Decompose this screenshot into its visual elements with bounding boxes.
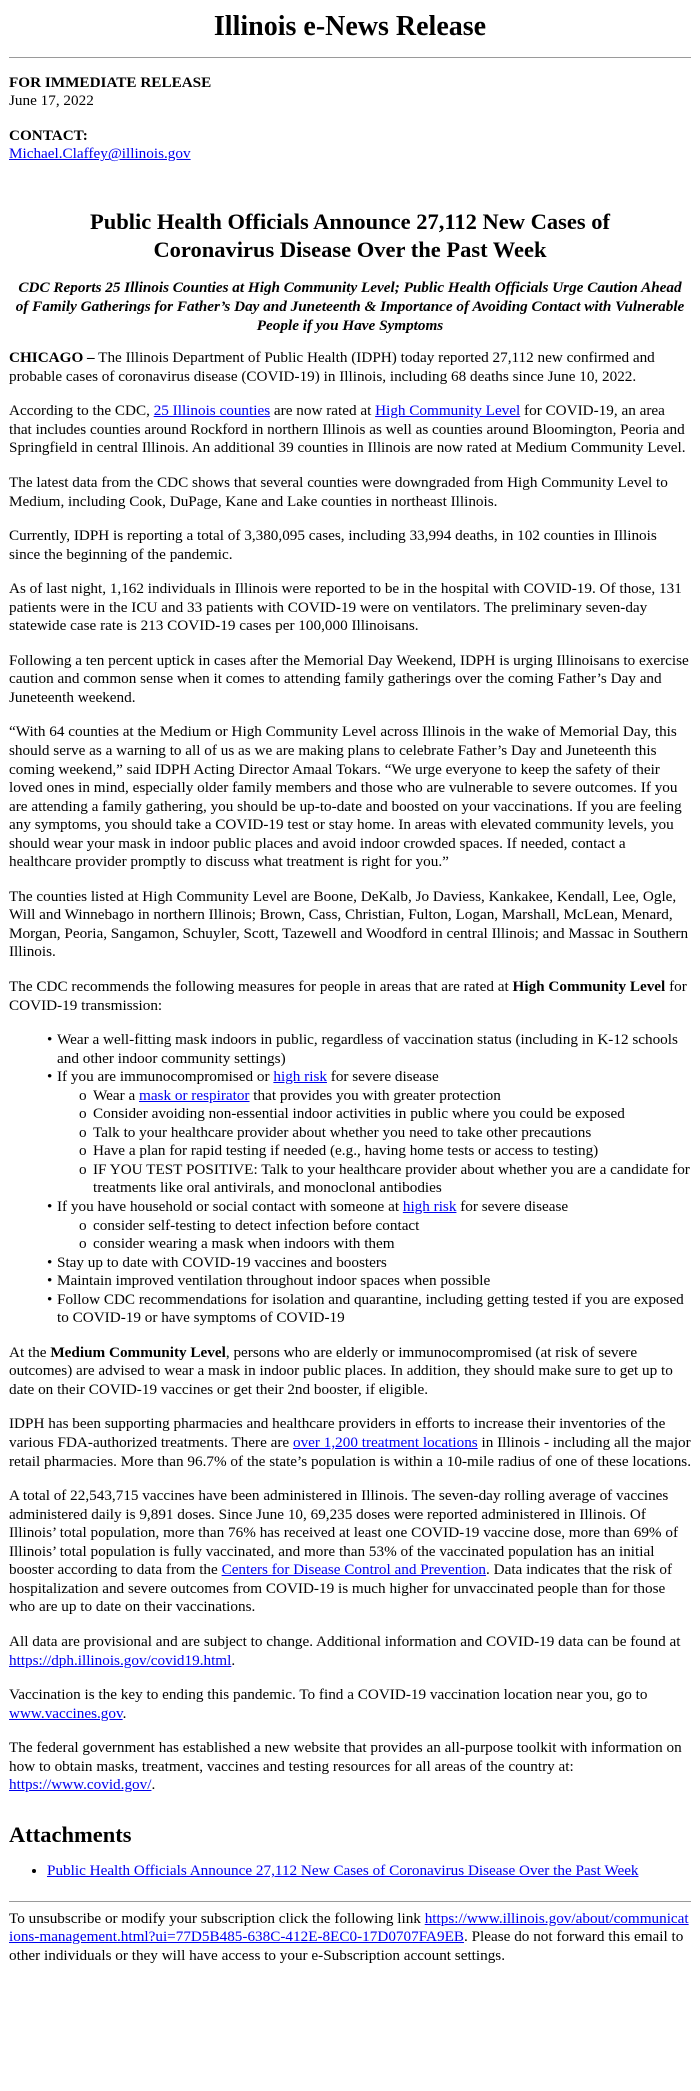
attachments-heading: Attachments	[9, 1821, 132, 1847]
paragraph-provisional: All data are provisional and are subject to change. Additional information and COVID-19 data can be found at https://dph.illinois.gov/covid19.html.	[9, 1632, 681, 1669]
link-high-community-level[interactable]: High Community Level	[375, 402, 521, 420]
link-25-illinois-counties[interactable]: 25 Illinois counties	[153, 402, 271, 420]
sub-list	[57, 1217, 691, 1254]
contact-label: CONTACT:	[9, 126, 88, 144]
sub-list	[57, 1087, 691, 1198]
list-item: • If you have household or social contact with someone at high risk for severe disease o consider self-testing to detect infection before contact o consider wearing a mask when indoors with them	[47, 1198, 691, 1254]
sub-list-item: o IF YOU TEST POSITIVE: Talk to your healthcare provider about whether you are a candidate for treatments like oral antivirals, and monoclonal antibodies	[79, 1161, 691, 1198]
link-high-risk-contact[interactable]: high risk	[402, 1198, 457, 1216]
paragraph-intro: CHICAGO – The Illinois Department of Public Health (IDPH) today reported 27,112 new confirmed and probable cases of coronavirus disease (COVID-19) in Illinois, including 68 deaths since June 10, 2022.	[9, 349, 655, 385]
release-header	[9, 74, 691, 111]
attachment-item	[47, 1862, 691, 1881]
link-idph-covid19[interactable]: https://dph.illinois.gov/covid19.html	[9, 1651, 232, 1669]
release-date: June 17, 2022	[9, 92, 94, 110]
link-cdc[interactable]: Centers for Disease Control and Prevention	[221, 1561, 487, 1579]
paragraph-vaccination: Vaccination is the key to ending this pandemic. To find a COVID-19 vaccination location near you, go to www.vaccines.gov.	[9, 1686, 648, 1722]
paragraph-county-list: The counties listed at High Community Level are Boone, DeKalb, Jo Daviess, Kankakee, Kendall, Lee, Ogle, Will and Winnebago in northern Illinois; Brown, Cass, Christian, Fulton, Logan, Marshall, McLean, Menard, Morgan, Peoria, Sangamon, Schuyler, Scott, Tazewell and Woodford in central Illinois; and Massac in Southern Illinois.	[9, 887, 689, 961]
list-item: • Stay up to date with COVID-19 vaccines and boosters	[47, 1254, 691, 1273]
link-mask-or-respirator[interactable]: mask or respirator	[139, 1086, 250, 1104]
paragraph-vaccines: A total of 22,543,715 vaccines have been administered in Illinois. The seven-day rolling average of vaccines administered daily is 9,891 doses. Since June 10, 69,235 doses were reported administered in Illinois. Of Illinois’ total population, more than 76% has received at least one COVID-19 vaccine dose, more than 69% of Illinois’ total population is fully vaccinated, and more than 53% of the vaccinated population has an initial booster according to data from the Centers for Disease Control and Prevention. Data indicates that the risk of hospitalization and severe outcomes from COVID-19 is much higher for unvaccinated people than for those who are up to date on their vaccinations.	[9, 1487, 679, 1616]
release-label: FOR IMMEDIATE RELEASE	[9, 73, 212, 91]
subheadline: CDC Reports 25 Illinois Counties at High Community Level; Public Health Officials Urge Caution Ahead of Family Gatherings for Father’s Day and Juneteenth & Importance of Avoiding Contact with Vulnerable People if you Have Symptoms	[15, 279, 685, 335]
paragraph-totals: Currently, IDPH is reporting a total of 3,380,095 cases, including 33,994 deaths, in 102 counties in Illinois since the beginning of the pandemic.	[9, 527, 657, 563]
footer-unsubscribe: To unsubscribe or modify your subscription click the following link https://www.illinois.gov/about/communications-management.html?ui=77D5B485-638C-412E-8EC0-17D0707FA9EB. Please do not forward this email to other individuals or they will have access to your e-Subscription account settings.	[9, 1909, 689, 1964]
link-covid-gov[interactable]: https://www.covid.gov/	[9, 1776, 152, 1794]
sub-list-item: o Talk to your healthcare provider about whether you need to take other precautions	[79, 1124, 691, 1143]
paragraph-treatments: IDPH has been supporting pharmacies and healthcare providers in efforts to increase their inventories of the various FDA-authorized treatments. There are over 1,200 treatment locations in Illinois - including all the major retail pharmacies. More than 96.7% of the state’s population is within a 10-mile radius of one of these locations.	[9, 1415, 691, 1470]
list-item: • Follow CDC recommendations for isolation and quarantine, including getting tested if you are exposed to COVID-19 or have symptoms of COVID-19	[47, 1291, 691, 1328]
link-high-risk[interactable]: high risk	[273, 1068, 327, 1086]
sub-list-item: o Have a plan for rapid testing if needed (e.g., having home tests or access to testing)	[79, 1142, 691, 1161]
paragraph-medium-level: At the Medium Community Level, persons who are elderly or immunocompromised (at risk of severe outcomes) are advised to wear a mask in indoor public places. In addition, they should make sure to get up to date on their COVID-19 vaccines or get their 2nd booster, if eligible.	[9, 1343, 673, 1398]
paragraph-cdc-recommends: The CDC recommends the following measures for people in areas that are rated at High Community Level for COVID-19 transmission:	[9, 978, 687, 1014]
attachments-list	[9, 1862, 691, 1881]
link-treatment-locations[interactable]: over 1,200 treatment locations	[292, 1434, 478, 1452]
recommendation-list	[9, 1031, 691, 1328]
paragraph-downgraded: The latest data from the CDC shows that several counties were downgraded from High Community Level to Medium, including Cook, DuPage, Kane and Lake counties in northeast Illinois.	[9, 473, 668, 510]
dateline: CHICAGO –	[9, 349, 95, 367]
list-item: • If you are immunocompromised or high risk for severe disease o Wear a mask or respirator that provides you with greater protection o Consider avoiding non-essential indoor activities in public where you could be exposed o Talk to your healthcare provider about whether you need to take other precautions o Have a plan for rapid testing if needed (e.g., having home tests or access to testing) o IF YOU TEST POSITIVE: Talk to your healthcare provider about whether you are a candidate for treatments like oral antivirals, and monoclonal antibodies	[47, 1068, 691, 1198]
paragraph-hospital: As of last night, 1,162 individuals in Illinois were reported to be in the hospital with COVID-19. Of those, 131 patients were in the ICU and 33 patients with COVID-19 were on ventilators. The preliminary seven-day statewide case rate is 213 COVID-19 cases per 100,000 Illinoisans.	[9, 580, 682, 635]
attachment-link[interactable]: Public Health Officials Announce 27,112 New Cases of Coronavirus Disease Over the Past Week	[47, 1862, 639, 1880]
sub-list-item: o consider self-testing to detect infection before contact	[79, 1217, 691, 1236]
sub-list-item: o Consider avoiding non-essential indoor activities in public where you could be exposed	[79, 1105, 691, 1124]
contact-email-link[interactable]: Michael.Claffey@illinois.gov	[9, 145, 191, 163]
masthead-title: Illinois e-News Release	[213, 11, 487, 42]
paragraph-cdc-counties: According to the CDC, 25 Illinois counties are now rated at High Community Level for COVID-19, an area that includes counties around Rockford in northern Illinois as well as counties around Bloomington, Peoria and Springfield in central Illinois. An additional 39 counties in Illinois are now rated at Medium Community Level.	[9, 402, 686, 457]
sub-list-item: o consider wearing a mask when indoors with them	[79, 1235, 691, 1254]
paragraph-federal: The federal government has established a new website that provides an all-purpose toolkit with information on how to obtain masks, treatment, vaccines and testing resources for all areas of the country at: https://www.covid.gov/.	[9, 1739, 682, 1794]
link-unsubscribe[interactable]: https://www.illinois.gov/about/communications-management.html?ui=77D5B485-638C-412E-8EC0-17D0707FA9EB	[9, 1909, 689, 1946]
list-item: • Wear a well-fitting mask indoors in public, regardless of vaccination status (including in K-12 schools and other indoor community settings)	[47, 1031, 691, 1068]
sub-list-item: o Wear a mask or respirator that provides you with greater protection	[79, 1087, 691, 1106]
link-vaccines-gov[interactable]: www.vaccines.gov	[9, 1704, 123, 1722]
paragraph-uptick: Following a ten percent uptick in cases after the Memorial Day Weekend, IDPH is urging Illinoisans to exercise caution and common sense when it comes to attending family gatherings over the coming Father’s Day and Juneteenth weekend.	[9, 651, 689, 706]
list-item: • Maintain improved ventilation throughout indoor spaces when possible	[47, 1272, 691, 1291]
paragraph-quote: “With 64 counties at the Medium or High Community Level across Illinois in the wake of Memorial Day, this should serve as a warning to all of us as we are making plans to celebrate Father’s Day and Juneteenth this coming weekend,” said IDPH Acting Director Amaal Tokars. “We urge everyone to keep the safety of their loved ones in mind, especially older family members and those who are vulnerable to severe outcomes. If you are attending a family gathering, you should be up-to-date and boosted on your vaccinations. If you are feeling any symptoms, you should take a COVID-19 test or stay home. In areas with elevated community levels, you should wear your mask in indoor public places and avoid indoor crowded spaces. If needed, contact a healthcare provider promptly to discuss what treatment is right for you.”	[9, 723, 682, 871]
headline: Public Health Officials Announce 27,112 New Cases of Coronavirus Disease Over the Past Week	[89, 208, 610, 263]
masthead-divider	[9, 57, 691, 58]
contact-block	[9, 127, 691, 164]
